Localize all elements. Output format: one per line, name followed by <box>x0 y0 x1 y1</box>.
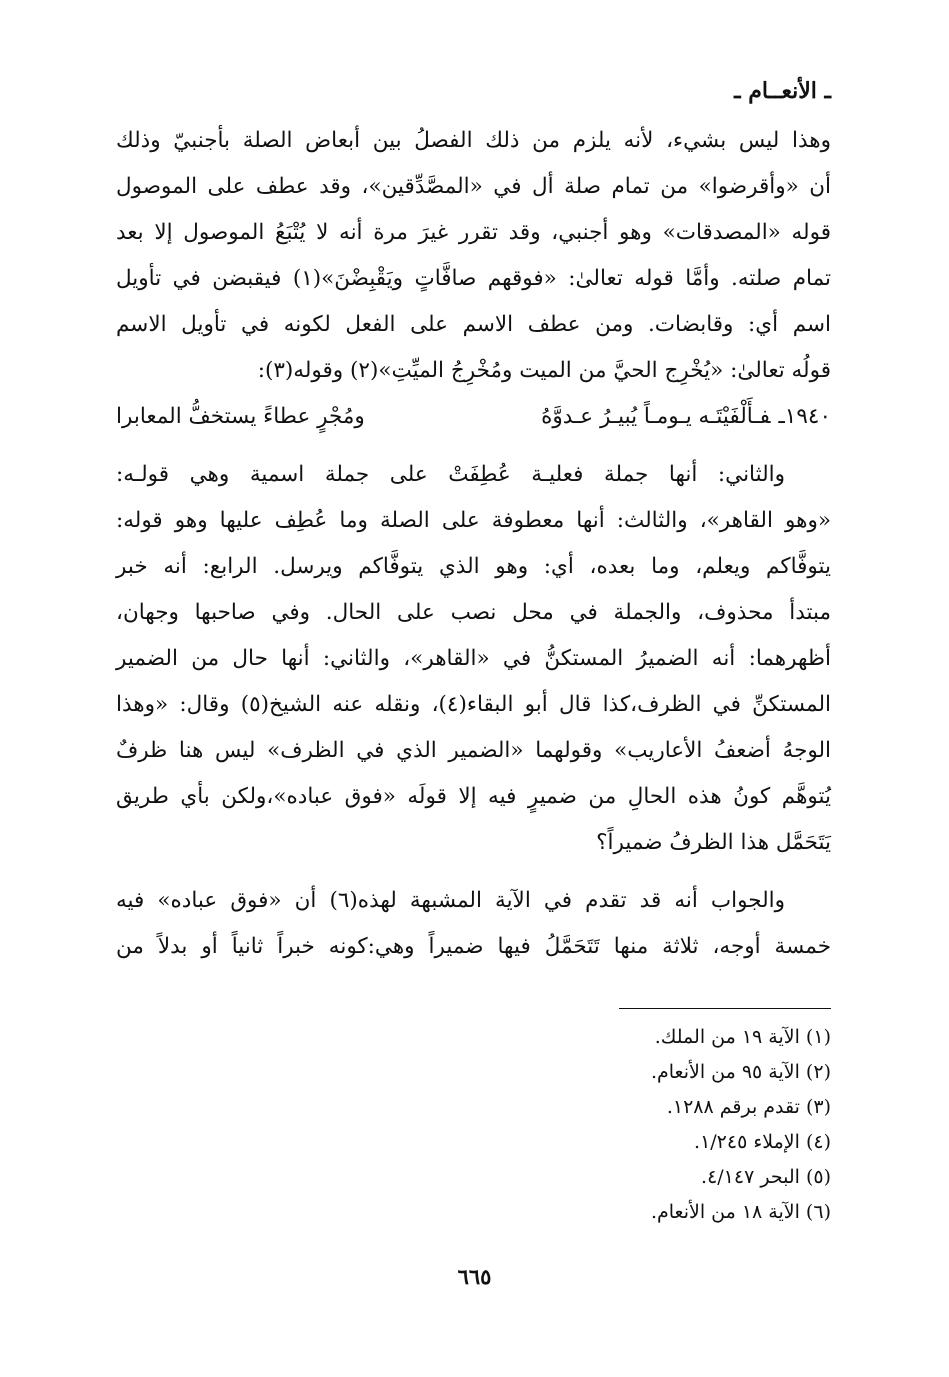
footnotes <box>431 1020 831 1230</box>
text-line: أظهرهما: أنه الضميرُ المستكنُّ في «القاهر»، والثاني: أنها حال من الضمير <box>116 646 831 671</box>
running-header: ـ الأنعــام ـ <box>734 78 831 104</box>
text-line: أن «وأقرضوا» من تمام صلة أل في «المصَّدِّقين»، وقد عطف على الموصول <box>116 174 831 199</box>
footnote: (٥) البحر ٤/١٤٧. <box>701 1166 831 1188</box>
verse-number: ١٩٤٠ـ <box>778 404 831 429</box>
text-line: يتوفَّاكم ويعلم، وما بعده، أي: وهو الذي يتوفَّاكم ويرسل. الرابع: أنه خبر <box>116 554 831 579</box>
text-line: قوله «المصدقات» وهو أجنبي، وقد تقرر غيرَ مرة أنه لا يُتْبَعُ الموصول إلا بعد <box>116 220 831 245</box>
text-line: الوجهُ أضعفُ الأعاريب» وقولهما «الضمير الذي في الظرف» ليس هنا ظرفٌ <box>116 738 831 763</box>
text-line: يَتَحَمَّل هذا الظرفُ ضميراً؟ <box>596 830 831 855</box>
main-text <box>116 118 831 970</box>
text-line: قولُه تعالىٰ: «يُخْرِج الحيَّ من الميت ومُخْرِجُ الميِّتِ»(٢) وقوله(٣): <box>257 358 831 383</box>
text-line: والجواب أنه قد تقدم في الآية المشبهة لهذه(٦) أن «فوق عباده» فيه <box>116 888 786 913</box>
text-line: تمام صلته. وأمَّا قوله تعالىٰ: «فوقهم صافَّاتٍ ويَقْبِضْنَ»(١) فيقبضن في تأويل <box>116 266 831 291</box>
text-line: المستكنِّ في الظرف،كذا قال أبو البقاء(٤)، ونقله عنه الشيخ(٥) وقال: «وهذا <box>116 692 831 717</box>
text-line: «وهو القاهر»، والثالث: أنها معطوفة على الصلة وما عُطِف عليها وهو قوله: <box>116 508 831 533</box>
text-line: يُتوهَّم كونُ هذه الحالِ من ضميرٍ فيه إلا قولَه «فوق عباده»،ولكن بأي طريق <box>116 784 831 809</box>
text-line: والثاني: أنها جملة فعليـة عُطِفَتْ على جملة اسمية وهي قولـه: <box>116 462 785 487</box>
footnote: (٦) الآية ١٨ من الأنعام. <box>650 1201 831 1223</box>
text-line: وهذا ليس بشيء، لأنه يلزم من ذلك الفصلُ بين أبعاض الصلة بأجنبيّ وذلك <box>116 128 831 153</box>
footnote: (١) الآية ١٩ من الملك. <box>654 1026 831 1048</box>
text-line: اسم أي: وقابضات. ومن عطف الاسم على الفعل لكونه في تأويل الاسم <box>116 312 831 337</box>
text-line: خمسة أوجه، ثلاثة منها تَتَحَمَّلُ فيها ضميراً وهي:كونه خبراً ثانياً أو بدلاً من <box>116 934 831 959</box>
verse-first-hemistich: فـأَلْفَيْتَـه يـومـاً يُبيـرُ عـدوَّهُ <box>541 404 771 429</box>
verse-second-hemistich: ومُجْرٍ عطاءً يستخفُّ المعابرا <box>116 404 365 429</box>
footnote: (٣) تقدم برقم ١٢٨٨. <box>666 1096 831 1118</box>
footnote: (٢) الآية ٩٥ من الأنعام. <box>650 1061 831 1083</box>
poetry-verse <box>116 394 831 440</box>
text-line: مبتدأ محذوف، والجملة في محل نصب على الحال. وفي صاحبها وجهان، <box>116 600 831 625</box>
footnote: (٤) الإملاء ١/٢٤٥. <box>694 1131 831 1153</box>
page-number: ٦٦٥ <box>457 1264 492 1289</box>
footnote-separator <box>619 1008 831 1009</box>
verse-first-half <box>541 394 831 440</box>
